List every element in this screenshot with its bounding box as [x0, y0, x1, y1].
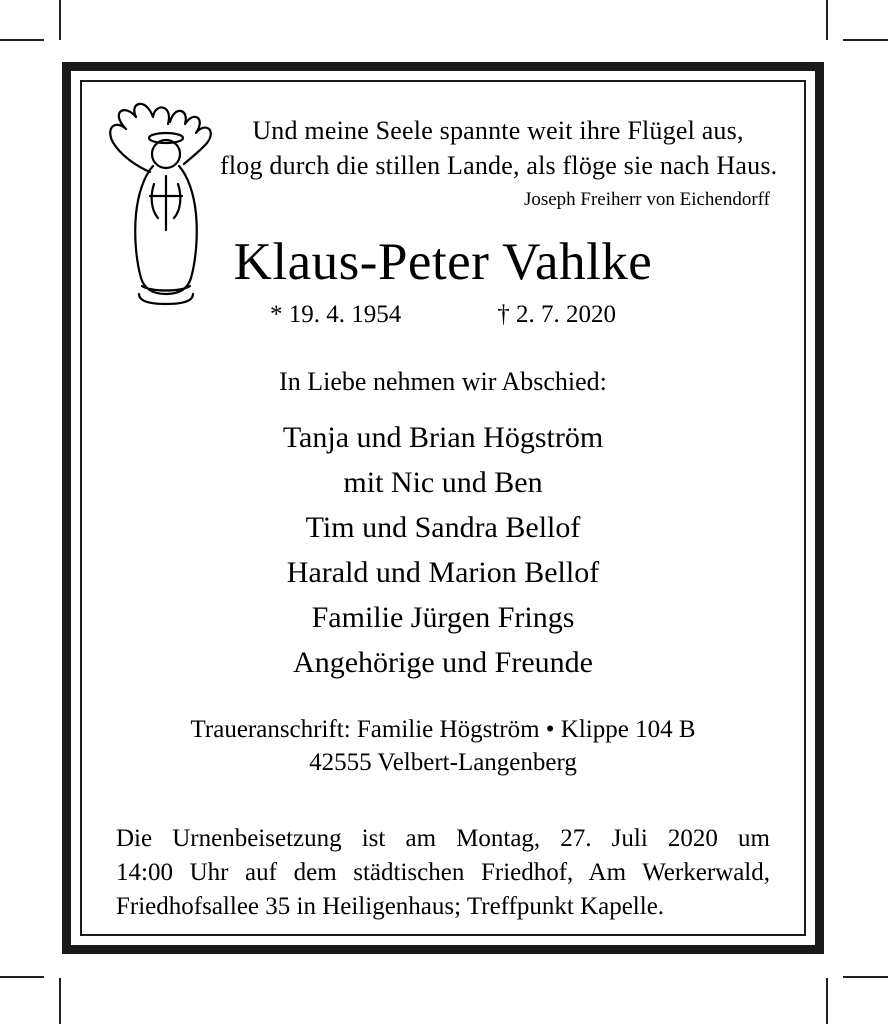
angel-icon [106, 102, 226, 312]
service-details [110, 822, 776, 925]
address-line-2: 42555 Velbert-Langenberg [309, 749, 577, 777]
list-item: mit Nic und Ben [343, 465, 543, 499]
crop-mark-bottom-right-vertical [826, 978, 828, 1024]
crop-mark-bottom-left-vertical [59, 978, 61, 1024]
crop-mark-top-left-vertical [59, 0, 61, 40]
list-item: Tanja und Brian Högström [282, 420, 604, 454]
crop-mark-top-right-horizontal [843, 39, 888, 41]
list-item: Angehörige und Freunde [293, 645, 593, 679]
deceased-name: Klaus-Peter Vahlke [233, 233, 653, 292]
notice-content [82, 82, 804, 934]
crop-mark-top-right-vertical [826, 0, 828, 40]
condolence-address [110, 713, 776, 780]
notice-inner-border [80, 80, 806, 936]
service-line-1: Die Urnenbeisetzung ist am Montag, 27. Juli 2020 um [116, 824, 770, 852]
crop-mark-bottom-left-horizontal [0, 976, 44, 978]
farewell-lead: In Liebe nehmen wir Abschied: [279, 366, 607, 396]
crop-mark-bottom-right-horizontal [843, 976, 888, 978]
birth-date: * 19. 4. 1954 [270, 300, 402, 328]
crop-mark-top-left-horizontal [0, 39, 44, 41]
list-item: Familie Jürgen Frings [311, 600, 575, 634]
list-item: Harald und Marion Bellof [286, 555, 600, 589]
list-item: Tim und Sandra Bellof [305, 510, 581, 544]
death-date: † 2. 7. 2020 [497, 300, 616, 328]
quote-line-1: Und meine Seele spannte weit ihre Flügel aus, [252, 116, 744, 145]
obituary-notice [62, 62, 824, 954]
service-line-2: 14:00 Uhr auf dem städtischen Friedhof, Am Werkerwald, [116, 859, 770, 887]
quote-author: Joseph Freiherr von Eichendorff [523, 189, 770, 211]
address-line-1: Traueranschrift: Familie Högström • Klippe 104 B [190, 715, 696, 743]
quote-line-2: flog durch die stillen Lande, als flöge sie nach Haus. [220, 150, 778, 180]
service-line-3: Friedhofsallee 35 in Heiligenhaus; Treffpunkt Kapelle. [116, 893, 665, 921]
mourners-list [110, 415, 776, 685]
